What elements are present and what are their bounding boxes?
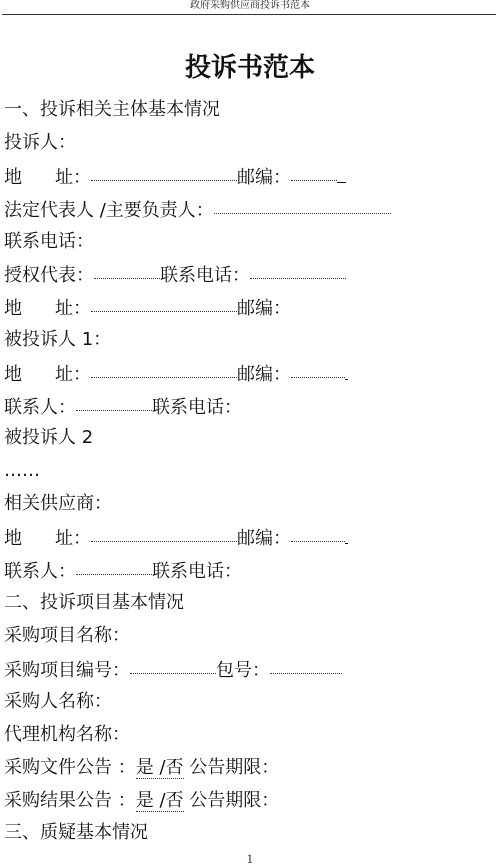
agency-name-label: 代理机构名称： [4, 724, 130, 745]
postcode-label: 邮编： [237, 364, 291, 385]
address-label-di: 地 [4, 364, 22, 385]
ellipsis-text: …… [4, 460, 40, 481]
authorized-rep-label: 授权代表： [4, 265, 94, 286]
notice-period-label: 公告期限： [183, 790, 280, 811]
underline-tail [337, 168, 346, 183]
contact-phone-label: 联系电话： [152, 561, 242, 582]
address-label-zhi: 址： [55, 167, 91, 188]
authorized-phone-label: 联系电话： [160, 265, 250, 286]
authorized-address-row [4, 295, 291, 319]
result-notice-label: 采购结果公告 ： [4, 790, 136, 811]
section3-heading: 三、质疑基本情况 [4, 822, 148, 843]
postcode-label: 邮编： [237, 167, 291, 188]
supplier-contact-row [4, 558, 242, 582]
complainant-address-row [4, 164, 346, 188]
address-label-di: 地 [4, 528, 22, 549]
address-label-zhi: 址： [55, 364, 91, 385]
postcode-blank[interactable] [291, 523, 345, 542]
result-notice-row [4, 789, 279, 813]
project-name-label: 采购项目名称： [4, 625, 130, 646]
project-no-blank[interactable] [130, 655, 216, 674]
project-no-label: 采购项目编号： [4, 660, 130, 681]
contact-person-blank[interactable] [76, 556, 152, 575]
package-no-label: 包号： [216, 660, 270, 681]
contact-person-blank[interactable] [76, 392, 152, 411]
authorized-phone-blank[interactable] [250, 260, 346, 279]
legal-rep-label: 法定代表人 /主要负责人： [4, 200, 214, 221]
project-no-row [4, 657, 342, 681]
yes-no-option[interactable]: 是 /否 [135, 757, 184, 778]
postcode-label: 邮编： [237, 298, 291, 319]
notice-period-label: 公告期限： [183, 757, 280, 778]
address-blank[interactable] [91, 523, 237, 542]
address-label-di: 地 [4, 167, 22, 188]
postcode-blank[interactable] [291, 359, 345, 378]
authorized-rep-blank[interactable] [94, 260, 160, 279]
underline-tail [345, 529, 348, 544]
complainant-label: 投诉人： [4, 132, 76, 153]
address-blank[interactable] [91, 162, 237, 181]
page-number: 1 [246, 853, 254, 866]
purchaser-name-label: 采购人名称： [4, 691, 112, 712]
address-label-zhi: 址： [55, 298, 91, 319]
supplier-address-row [4, 525, 348, 549]
page-header: 政府采购供应商投诉书范本 [190, 0, 310, 11]
contact-person-label: 联系人： [4, 397, 76, 418]
respondent1-label: 被投诉人 1： [4, 329, 112, 350]
header-divider [2, 14, 496, 15]
address-label-zhi: 址： [55, 528, 91, 549]
yes-no-option[interactable]: 是 /否 [135, 790, 184, 811]
doc-notice-row [4, 756, 279, 780]
underline-tail [345, 365, 348, 380]
supplier-label: 相关供应商： [4, 493, 112, 514]
legal-rep-row [4, 197, 391, 221]
contact-person-label: 联系人： [4, 561, 76, 582]
respondent1-address-row [4, 361, 348, 385]
address-label-di: 地 [4, 298, 22, 319]
contact-phone-label: 联系电话： [4, 231, 94, 252]
authorized-rep-row [4, 262, 346, 286]
section1-heading: 一、投诉相关主体基本情况 [4, 99, 220, 120]
package-no-blank[interactable] [270, 655, 342, 674]
respondent1-contact-row [4, 394, 242, 418]
section2-heading: 二、投诉项目基本情况 [4, 592, 184, 613]
postcode-blank[interactable] [291, 162, 337, 181]
address-blank[interactable] [91, 293, 237, 312]
legal-rep-blank[interactable] [214, 195, 391, 214]
postcode-label: 邮编： [237, 528, 291, 549]
address-blank[interactable] [91, 359, 237, 378]
document-title: 投诉书范本 [184, 53, 315, 83]
doc-notice-label: 采购文件公告 ： [4, 757, 136, 778]
contact-phone-label: 联系电话： [152, 397, 242, 418]
respondent2-label: 被投诉人 2 [4, 427, 94, 448]
